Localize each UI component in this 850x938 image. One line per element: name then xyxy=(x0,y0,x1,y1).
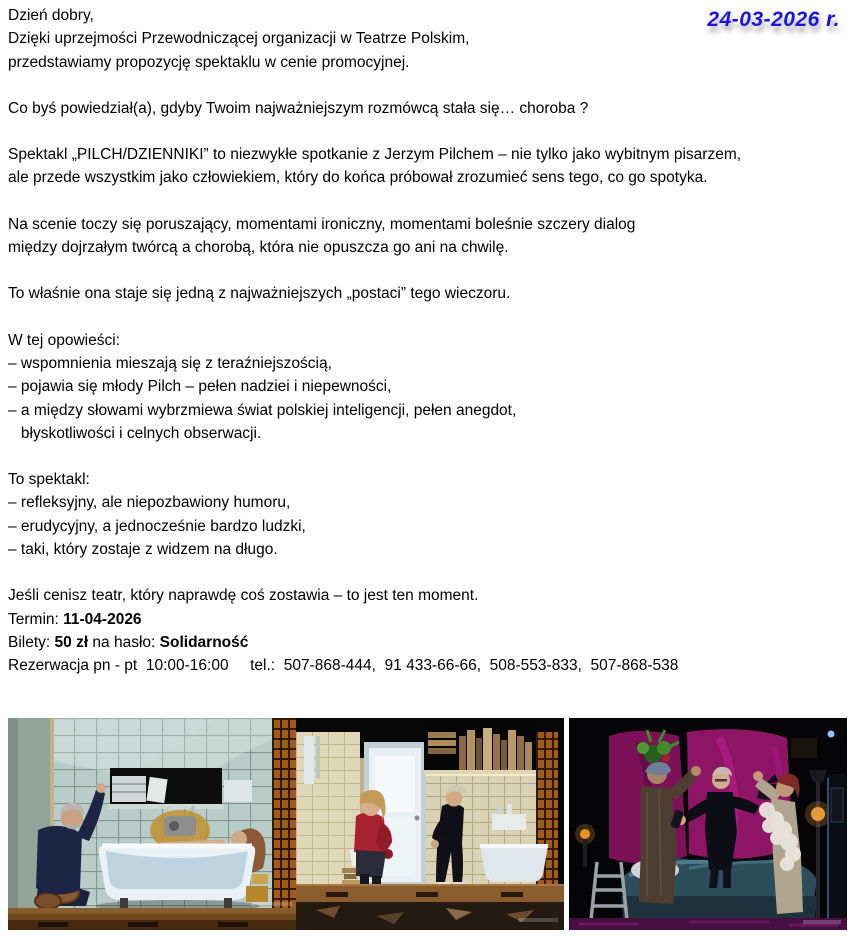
paragraph-dialog xyxy=(8,213,844,260)
bilety-password: Solidarność xyxy=(159,633,249,651)
text-line: To właśnie ona staje się jedną z najważniejszych „postaci” tego wieczoru. xyxy=(8,285,511,303)
list-item-line: – pojawia się młody Pilch – pełen nadziei i niepewności, xyxy=(8,378,392,396)
text-line: Co byś powiedział(a), gdyby Twoim najważniejszym rozmówcą stała się… choroba ? xyxy=(8,99,589,117)
paragraph-closing xyxy=(8,584,844,677)
photo-credit-watermark xyxy=(803,920,841,924)
termin-label: Termin: xyxy=(8,610,64,628)
paragraph-opowiesc-list xyxy=(8,329,844,445)
termin-date: 11-04-2026 xyxy=(63,610,142,628)
list-item-line: – a między słowami wybrzmiewa świat polskiej inteligencji, pełen anegdot, xyxy=(8,401,517,419)
paragraph-greeting xyxy=(8,4,844,74)
text-line: Dzień dobry, xyxy=(8,7,94,24)
list-item-line: – refleksyjny, ale niepozbawiony humoru, xyxy=(8,494,291,512)
paragraph-intro xyxy=(8,143,844,190)
text-line: między dojrzałym twórcą a chorobą, która nie opuszcza go ani na chwilę. xyxy=(8,239,509,257)
list-item-line: – wspomnienia mieszają się z teraźniejszością, xyxy=(8,354,332,372)
stage-photo-toilet-door-scene xyxy=(296,718,564,930)
paragraph-spektakl-list xyxy=(8,468,844,561)
bilety-line xyxy=(8,631,844,654)
rezerwacja-line: Rezerwacja pn - pt 10:00-16:00 tel.: 507-868-444, 91 433-66-66, 508-553-833, 507-868-538 xyxy=(8,657,679,675)
photo-strip xyxy=(8,718,847,930)
paragraph-hook xyxy=(8,97,844,120)
text-line: przedstawiamy propozycję spektaklu w cenie promocyjnej. xyxy=(8,53,410,71)
bilety-price: 50 zł xyxy=(54,633,89,651)
cta-line: Jeśli cenisz teatr, który naprawdę coś zostawia – to jest ten moment. xyxy=(8,587,479,605)
paragraph-postac xyxy=(8,282,844,305)
text-line: Na scenie toczy się poruszający, momentami ironiczny, momentami boleśnie szczery dialog xyxy=(8,215,636,233)
list-item-line: – taki, który zostaje z widzem na długo. xyxy=(8,541,278,559)
photo-credit-watermark xyxy=(250,902,292,906)
bilety-label: Bilety: xyxy=(8,633,55,651)
text-line: ale przede wszystkim jako człowiekiem, który do końca próbował zrozumieć sens tego, co go spotyka. xyxy=(8,169,708,187)
list-item-line: – erudycyjny, a jednocześnie bardzo ludzki, xyxy=(8,517,306,535)
bilety-middle: na hasło: xyxy=(88,633,160,651)
text-line: Spektakl „PILCH/DZIENNIKI” to niezwykłe spotkanie z Jerzym Pilchem – nie tylko jako wybitnym pisarzem, xyxy=(8,146,742,164)
text-line: W tej opowieści: xyxy=(8,331,120,349)
date-stamp: 24-03-2026 r. xyxy=(707,8,840,31)
letter-body xyxy=(8,4,844,701)
stage-photo-bathtub-scene xyxy=(8,718,296,930)
text-line: To spektakl: xyxy=(8,471,90,489)
photo-credit-watermark xyxy=(518,918,558,922)
termin-line xyxy=(8,608,844,631)
text-line: Dzięki uprzejmości Przewodniczącej organizacji w Teatrze Polskim, xyxy=(8,30,470,48)
stage-photo-magenta-trio-scene xyxy=(569,718,847,930)
list-item-line: błyskotliwości i celnych obserwacji. xyxy=(8,424,262,442)
